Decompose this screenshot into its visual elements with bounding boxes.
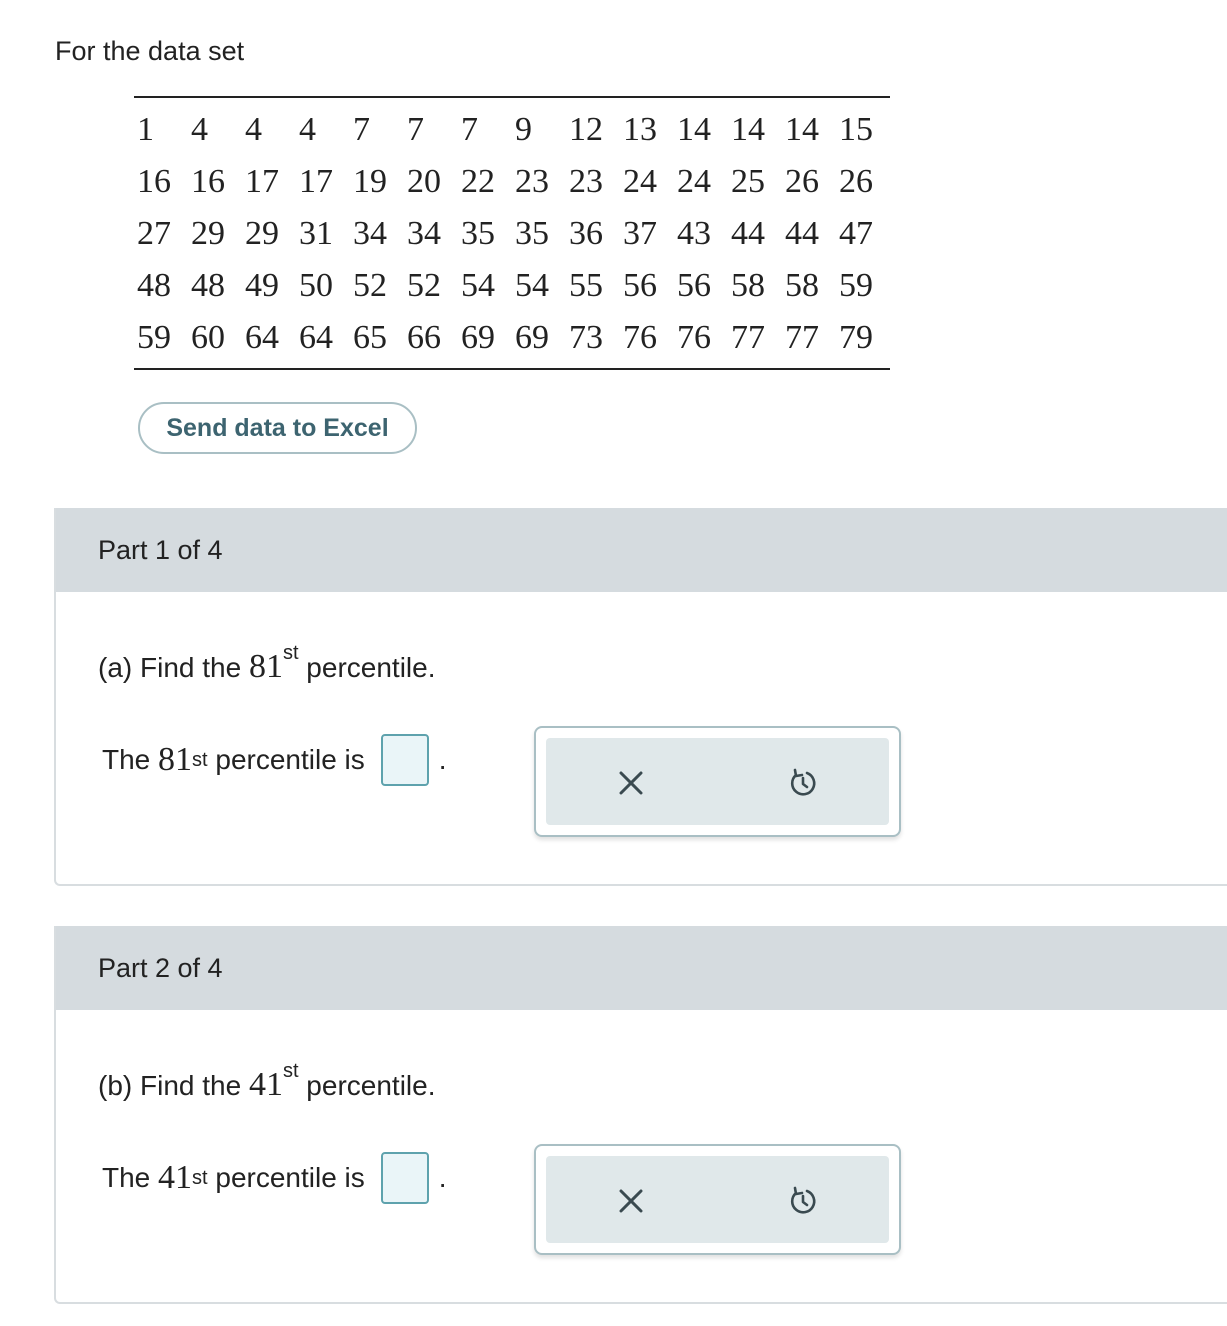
data-value: 15 [839, 111, 873, 148]
percentile-number: 41 [248, 1066, 283, 1103]
data-value: 35 [515, 215, 549, 252]
question-prefix: (b) Find the [98, 1070, 249, 1101]
data-value: 17 [299, 163, 333, 200]
part-1-answer-line: The 81 st percentile is . [102, 734, 447, 786]
tool-bar [546, 1156, 889, 1243]
percentile-number: 81 [158, 741, 193, 778]
data-value: 64 [299, 319, 333, 356]
data-row [134, 312, 890, 364]
data-value: 52 [407, 267, 441, 304]
answer-period: . [438, 1162, 447, 1193]
data-value: 4 [245, 111, 262, 148]
part-1-header: Part 1 of 4 [56, 508, 1227, 592]
data-value: 24 [677, 163, 711, 200]
ordinal-suffix: st [282, 1060, 299, 1082]
data-value: 31 [299, 215, 333, 252]
data-row [134, 104, 890, 156]
data-value: 34 [407, 215, 441, 252]
data-value: 4 [191, 111, 208, 148]
data-value: 29 [191, 215, 225, 252]
data-value: 35 [461, 215, 495, 252]
data-value: 76 [677, 319, 711, 356]
data-value: 77 [731, 319, 765, 356]
ordinal-suffix: st [282, 642, 299, 664]
data-row [134, 208, 890, 260]
data-value: 26 [785, 163, 819, 200]
part-1-question [98, 642, 436, 686]
data-value: 48 [191, 267, 225, 304]
data-value: 59 [839, 267, 873, 304]
part-2-answer-line: The 41 st percentile is . [102, 1152, 447, 1204]
answer-prefix: The [102, 1162, 151, 1193]
data-row [134, 156, 890, 208]
data-value: 14 [731, 111, 765, 148]
close-icon[interactable] [614, 1184, 648, 1218]
data-value: 9 [515, 111, 532, 148]
tool-bar [546, 738, 889, 825]
data-value: 26 [839, 163, 873, 200]
data-value: 34 [353, 215, 387, 252]
data-value: 12 [569, 111, 603, 148]
data-value: 1 [137, 111, 154, 148]
data-value: 29 [245, 215, 279, 252]
question-end: percentile. [298, 652, 436, 683]
data-value: 59 [137, 319, 171, 356]
data-value: 16 [137, 163, 171, 200]
answer-period: . [438, 744, 447, 775]
data-value: 47 [839, 215, 873, 252]
data-value: 37 [623, 215, 657, 252]
data-value: 58 [785, 267, 819, 304]
data-value: 49 [245, 267, 279, 304]
data-value: 27 [137, 215, 171, 252]
data-value: 7 [461, 111, 478, 148]
data-row [134, 260, 890, 312]
data-value: 77 [785, 319, 819, 356]
data-value: 25 [731, 163, 765, 200]
data-value: 76 [623, 319, 657, 356]
data-value: 14 [785, 111, 819, 148]
question-prefix: (a) Find the [98, 652, 249, 683]
answer-end: percentile is [215, 744, 365, 775]
data-value: 65 [353, 319, 387, 356]
data-value: 36 [569, 215, 603, 252]
data-value: 44 [785, 215, 819, 252]
data-value: 73 [569, 319, 603, 356]
data-value: 66 [407, 319, 441, 356]
data-value: 44 [731, 215, 765, 252]
question-end: percentile. [298, 1070, 436, 1101]
percentile-number: 41 [158, 1159, 193, 1196]
answer-input[interactable] [381, 1152, 429, 1204]
part-1-panel [54, 508, 1227, 886]
part-1-tool-box [534, 726, 901, 837]
answer-end: percentile is [215, 1162, 365, 1193]
answer-input[interactable] [381, 734, 429, 786]
data-value: 60 [191, 319, 225, 356]
data-value: 43 [677, 215, 711, 252]
data-value: 48 [137, 267, 171, 304]
undo-icon[interactable] [786, 1184, 820, 1218]
data-value: 13 [623, 111, 657, 148]
data-value: 23 [569, 163, 603, 200]
data-set-table [134, 96, 890, 370]
data-value: 56 [677, 267, 711, 304]
data-value: 24 [623, 163, 657, 200]
data-value: 58 [731, 267, 765, 304]
data-value: 55 [569, 267, 603, 304]
answer-prefix: The [102, 744, 151, 775]
percentile-number: 81 [248, 648, 283, 685]
data-value: 50 [299, 267, 333, 304]
data-value: 52 [353, 267, 387, 304]
data-value: 23 [515, 163, 549, 200]
data-value: 54 [515, 267, 549, 304]
part-2-question [98, 1060, 436, 1104]
data-value: 7 [407, 111, 424, 148]
part-2-panel [54, 926, 1227, 1304]
data-value: 20 [407, 163, 441, 200]
undo-icon[interactable] [786, 766, 820, 800]
data-value: 14 [677, 111, 711, 148]
part-2-header: Part 2 of 4 [56, 926, 1227, 1010]
data-value: 69 [515, 319, 549, 356]
data-value: 16 [191, 163, 225, 200]
data-value: 56 [623, 267, 657, 304]
send-to-excel-button[interactable]: Send data to Excel [138, 402, 417, 454]
data-value: 17 [245, 163, 279, 200]
data-value: 64 [245, 319, 279, 356]
data-value: 19 [353, 163, 387, 200]
part-2-tool-box [534, 1144, 901, 1255]
data-value: 4 [299, 111, 316, 148]
data-value: 7 [353, 111, 370, 148]
data-value: 22 [461, 163, 495, 200]
data-value: 79 [839, 319, 873, 356]
close-icon[interactable] [614, 766, 648, 800]
intro-text: For the data set [55, 36, 245, 66]
data-value: 54 [461, 267, 495, 304]
data-value: 69 [461, 319, 495, 356]
